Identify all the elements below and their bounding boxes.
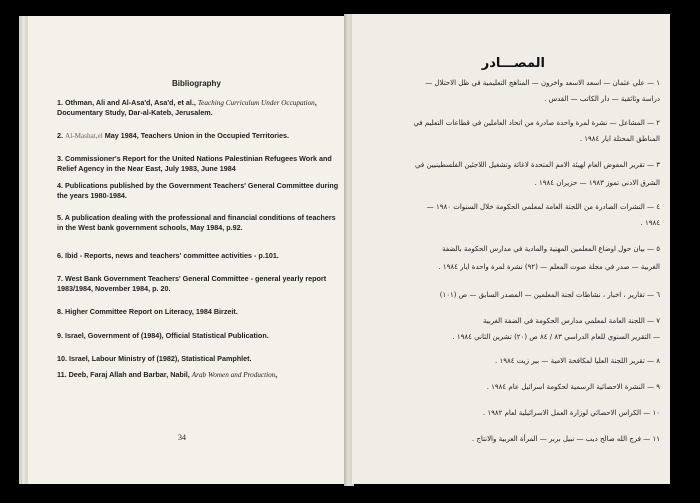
page-number: 34 bbox=[178, 433, 186, 442]
arabic-source-line: ٢ — المشاعل — نشرة لمرة واحدة صادرة من اتحاد العاملين في قطاعات التعليم في bbox=[413, 119, 660, 127]
arabic-source-line: ١٩٨٤ . bbox=[640, 219, 660, 227]
bibliography-entry: 4. Publications published by the Government Teachers' General Committee during the years 1980-1984. bbox=[57, 181, 339, 200]
bibliography-entry: 1. Othman, Ali and Al-Asa'd, Asa'd, et al., Teaching Curriculum Under Occupation, Documentary Study, Dar-al-Kateb, Jerusalem. bbox=[57, 98, 317, 117]
bibliography-title: Bibliography bbox=[172, 79, 221, 88]
arabic-source-line: ٨ — تقرير اللجنة العليا لمكافحة الامية — بير زيت ١٩٨٤ . bbox=[495, 357, 660, 365]
arabic-source-line: دراسة وثائقية — دار الكاتب — القدس . bbox=[544, 95, 660, 103]
arabic-source-line: ٦ — تقارير ، اخبار ، نشاطات لجنة المعلمين — المصدر السابق — ص (١٠١) bbox=[439, 291, 660, 299]
arabic-source-line: ١١ — فرج الله صالح ديب — نبيل بربر — المرأة العربية والانتاج . bbox=[471, 435, 660, 443]
bibliography-entry: 2. Al-Mashat,el May 1984, Teachers Union in the Occupied Territories. bbox=[57, 131, 290, 140]
bibliography-entry: 5. A publication dealing with the professional and financial conditions of teachers in the West bank government schools, May 1984, p.92. bbox=[57, 213, 336, 232]
arabic-source-line: ٧ — اللجنة العامة لمعلمي مدارس الحكومة في الضفة الغربية bbox=[482, 317, 660, 325]
arabic-source-line: ٥ — بيان حول اوضاع المعلمين المهنية والمادية في مدارس الحكومة بالضفة bbox=[442, 245, 660, 253]
arabic-source-line: ٤ — النشرات الصادرة من اللجنة العامة لمعلمي الحكومة خلال السنوات ١٩٨٠ — bbox=[426, 203, 660, 211]
bibliography-entry: 8. Higher Committee Report on Literacy, 1984 Birzeit. bbox=[57, 307, 238, 316]
bibliography-entry: 3. Commissioner's Report for the United Nations Palestinian Refugees Work and Relief Agency in the Near East, July 1983, June 1984 bbox=[57, 154, 332, 173]
arabic-source-line: ٩ — النشرة الاحصائية الرسمية لحكومة اسرائيل عام ١٩٨٤ . bbox=[486, 383, 660, 391]
arabic-source-line: ٣ — تقرير المفوض العام لهيئة الامم المتحدة لاغاثة وتشغيل اللاجئين الفلسطينيين في bbox=[415, 161, 660, 169]
arabic-source-line: — التقرير السنوي للعام الدراسي ٨٣ / ٨٤ ص (٢٠) تشرين الثاني ١٩٨٤ . bbox=[452, 333, 660, 341]
arabic-source-line: ١٠ — الكراس الاحصائي لوزارة العمل الاسرائيلية لعام ١٩٨٢ . bbox=[482, 409, 660, 417]
bibliography-entry: 9. Israel, Government of (1984), Official Statistical Publication. bbox=[57, 331, 269, 340]
arabic-sources-title: المصـــادر bbox=[481, 56, 545, 71]
bibliography-entry: 11. Deeb, Faraj Allah and Barbar, Nabil, Arab Women and Production, bbox=[57, 370, 278, 379]
bibliography-entry: 6. Ibid - Reports, news and teachers' committee activities - p.101. bbox=[57, 251, 279, 260]
bibliography-entry: 10. Israel, Labour Ministry of (1982), Statistical Pamphlet. bbox=[57, 354, 252, 363]
arabic-source-line: الشرق الادنى تموز ١٩٨٣ — حزيران ١٩٨٤ . bbox=[534, 179, 660, 187]
bibliography-entry: 7. West Bank Government Teachers' General Committee - general yearly report 1983/1984, November 1984, p. 20. bbox=[57, 274, 327, 293]
arabic-source-line: ١ — علي عثمان — اسعد الاسعد واخرون — المناهج التعليمية في ظل الاحتلال — bbox=[425, 79, 660, 87]
arabic-source-line: المناطق المحتلة ايار ١٩٨٤ . bbox=[579, 135, 660, 143]
arabic-source-line: الغربية — صدر في مجلة صوت المعلم — (٩٢) نشرة لمرة واحدة ايار ١٩٨٤ . bbox=[438, 263, 660, 271]
